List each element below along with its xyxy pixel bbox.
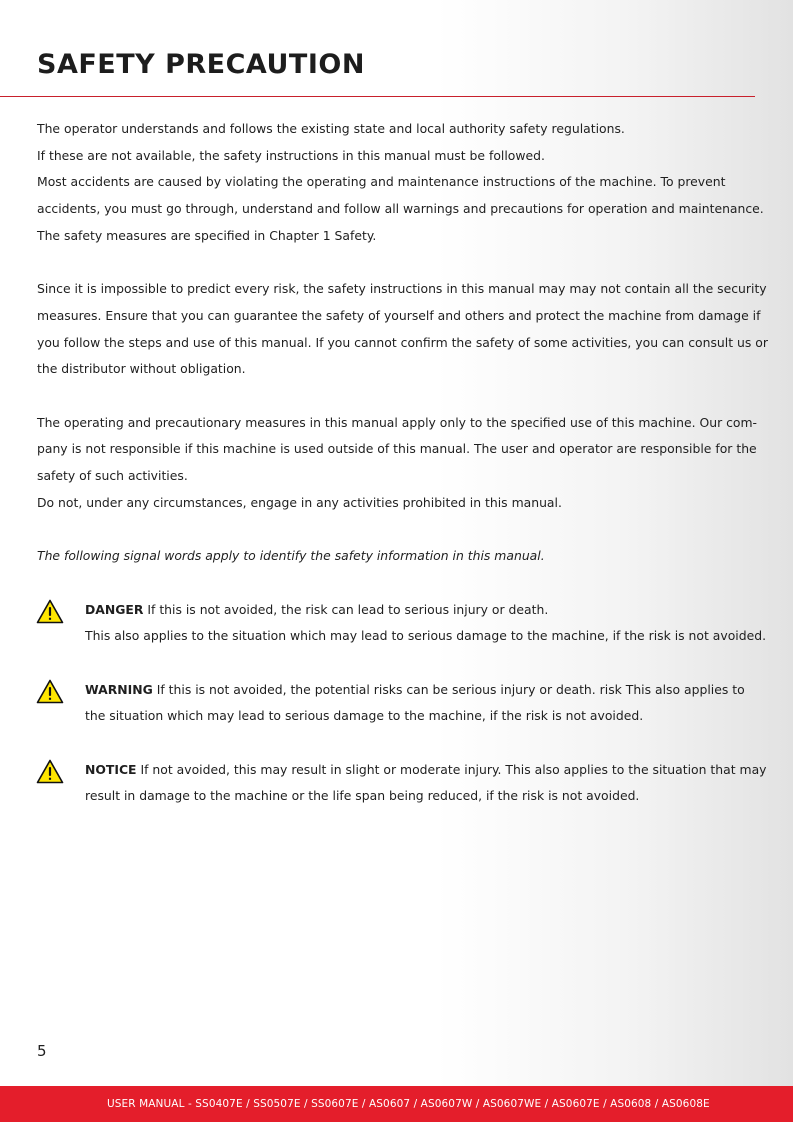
text-line: you follow the steps and use of this manual. If you cannot confirm the safety of some activities, you can consult us or [37, 334, 768, 350]
page-title: SAFETY PRECAUTION [37, 49, 365, 80]
paragraph-spacer [37, 383, 759, 410]
text-line: The operator understands and follows the existing state and local authority safety regulations. [37, 121, 625, 136]
footer-text: USER MANUAL - SS0407E / SS0507E / SS0607E / AS0607 / AS0607W / AS0607WE / AS0607E / AS0608 / AS0608E [107, 1098, 710, 1110]
paragraph-regulations [37, 116, 764, 250]
signal-text [85, 677, 759, 730]
signal-notice [37, 757, 767, 810]
warning-triangle-icon [36, 679, 64, 704]
text-line: If these are not available, the safety instructions in this manual must be followed. [37, 147, 545, 163]
text-line: Most accidents are caused by violating the operating and maintenance instructions of the machine. To prevent [37, 174, 726, 190]
text-line: pany is not responsible if this machine is used outside of this manual. The user and operator are responsible for the [37, 441, 757, 457]
signal-word-notice: NOTICE [85, 761, 137, 777]
text-line: result in damage to the machine or the life span being reduced, if the risk is not avoided. [85, 788, 640, 804]
signal-text [85, 757, 767, 810]
paragraph-spacer [37, 250, 759, 277]
document-body [37, 116, 768, 810]
signal-warning [37, 677, 759, 730]
text-line: the distributor without obligation. [37, 361, 246, 377]
paragraph-spacer [37, 517, 759, 544]
text-line: This also applies to the situation which may lead to serious damage to the machine, if the risk is not avoided. [85, 628, 767, 644]
text-line: The operating and precautionary measures in this manual apply only to the specified use of this machine. Our com- [37, 414, 758, 430]
signal-description: If this is not avoided, the potential risks can be serious injury or death. risk This also applies to [152, 681, 745, 697]
text-line: safety of such activities. [37, 468, 188, 484]
paragraph-spacer [37, 650, 759, 677]
text-line: Since it is impossible to predict every risk, the safety instructions in this manual may may not contain all the security [37, 281, 767, 297]
warning-triangle-icon [36, 599, 64, 624]
signal-intro: The following signal words apply to identify the safety information in this manual. [37, 548, 545, 564]
text-line: accidents, you must go through, understand and follow all warnings and precautions for operation and maintenance. [37, 201, 764, 217]
text-line: The safety measures are specified in Chapter 1 Safety. [37, 227, 377, 243]
text-line [85, 597, 759, 624]
text-line: the situation which may lead to serious damage to the machine, if the risk is not avoided. [85, 708, 644, 724]
signal-text [85, 597, 767, 650]
text-line [85, 757, 767, 784]
signal-description: If not avoided, this may result in slight or moderate injury. This also applies to the situation that may [136, 761, 767, 777]
text-line [85, 677, 759, 704]
text-line: Do not, under any circumstances, engage in any activities prohibited in this manual. [37, 494, 562, 510]
paragraph-spacer [37, 570, 759, 597]
title-divider [0, 96, 755, 97]
text-line: measures. Ensure that you can guarantee the safety of yourself and others and protect the machine from damage if [37, 307, 761, 323]
signal-word-warning: WARNING [85, 681, 153, 697]
paragraph-use [37, 410, 759, 517]
page-number: 5 [37, 1042, 47, 1060]
signal-word-danger: DANGER [85, 601, 144, 617]
paragraph-spacer [37, 730, 759, 757]
footer-bar [0, 1086, 793, 1122]
warning-triangle-icon [36, 759, 64, 784]
signal-danger [37, 597, 767, 650]
signal-description: If this is not avoided, the risk can lead to serious injury or death. [143, 601, 549, 617]
paragraph-risk [37, 276, 768, 383]
